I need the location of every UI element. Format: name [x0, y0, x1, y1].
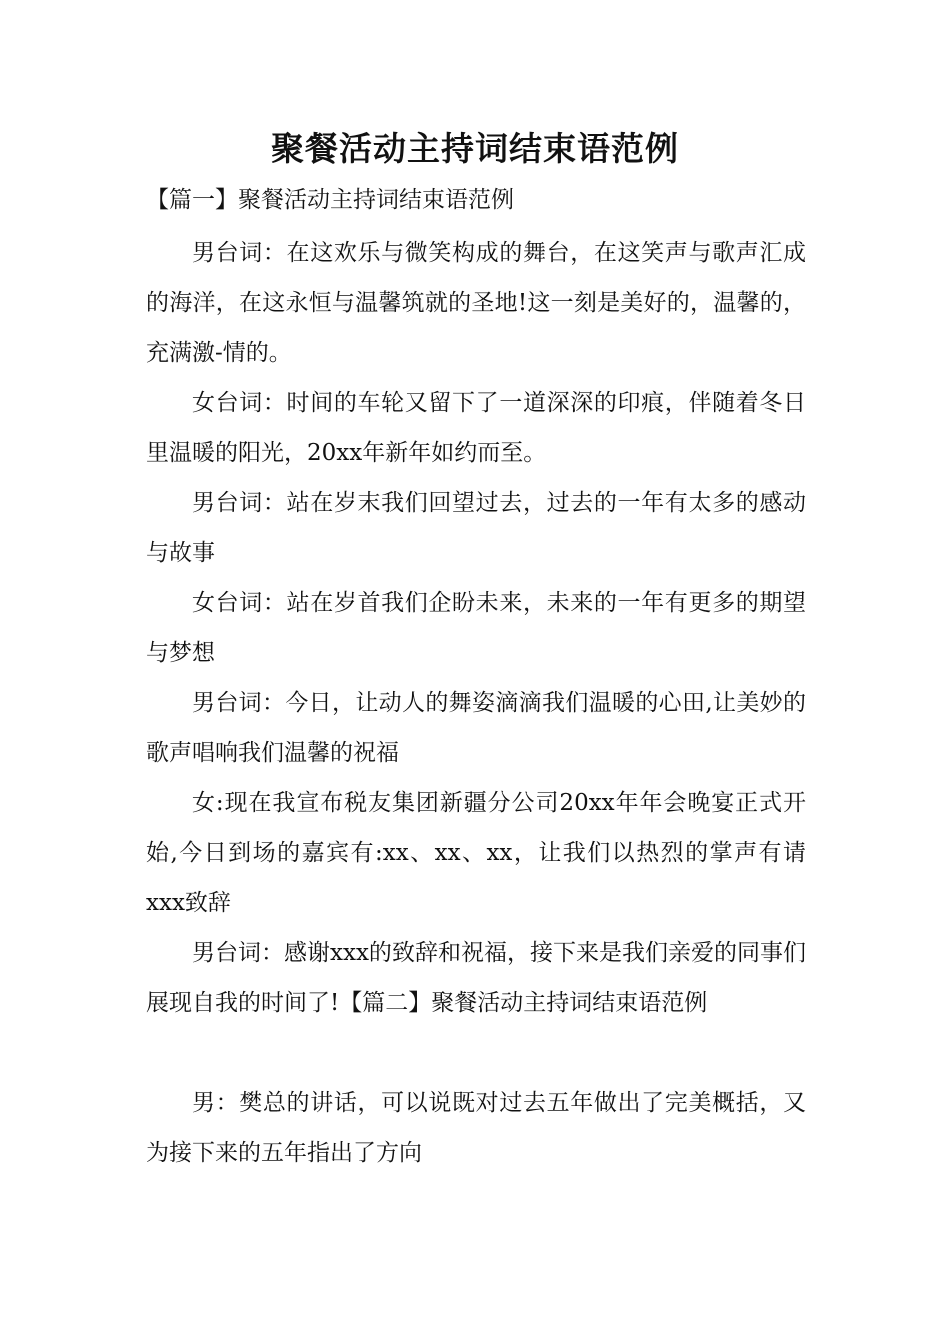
paragraph: 男台词：站在岁末我们回望过去，过去的一年有太多的感动与故事	[146, 490, 806, 566]
document-body	[146, 228, 806, 1178]
paragraph: 男台词：今日，让动人的舞姿滴滴我们温暖的心田,让美妙的歌声唱响我们温馨的祝福	[146, 690, 806, 766]
paragraph: 女台词：站在岁首我们企盼未来，未来的一年有更多的期望与梦想	[146, 590, 806, 666]
document-title: 聚餐活动主持词结束语范例	[271, 129, 679, 168]
section-heading: 【篇一】聚餐活动主持词结束语范例	[146, 187, 514, 213]
paragraph: 女:现在我宣布税友集团新疆分公司20xx年年会晚宴正式开始,今日到场的嘉宾有:xx、xx、xx，让我们以热烈的掌声有请xxx致辞	[146, 790, 806, 916]
paragraph: 男台词：在这欢乐与微笑构成的舞台，在这笑声与歌声汇成的海洋，在这永恒与温馨筑就的圣地!这一刻是美好的，温馨的，充满激-情的。	[146, 240, 806, 366]
paragraph: 男台词：感谢xxx的致辞和祝福，接下来是我们亲爱的同事们展现自我的时间了!【篇二】聚餐活动主持词结束语范例	[146, 940, 806, 1016]
paragraph: 男：樊总的讲话，可以说既对过去五年做出了完美概括，又为接下来的五年指出了方向	[146, 1090, 806, 1166]
paragraph: 女台词：时间的车轮又留下了一道深深的印痕，伴随着冬日里温暖的阳光，20xx年新年如约而至。	[146, 390, 806, 466]
